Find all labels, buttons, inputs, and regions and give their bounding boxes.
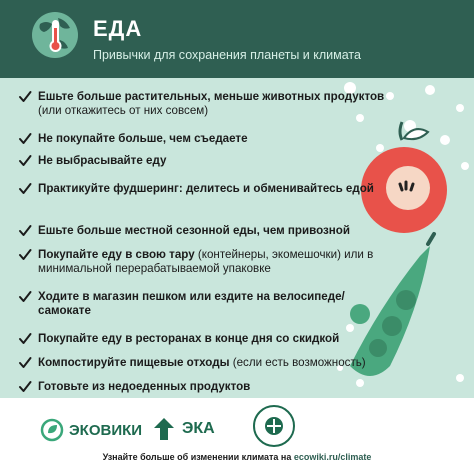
tree-arrow-icon [152,416,176,442]
list-item-bold: Не выбрасывайте еду [38,154,167,167]
check-icon [18,132,32,146]
list-item-note: (или откажитесь от них совсем) [38,104,209,117]
page-title: ЕДА [93,16,143,41]
page-subtitle: Привычки для сохранения планеты и климата [93,48,361,62]
list-item [18,248,388,276]
food-illustration [330,78,474,398]
list-item [18,132,388,146]
footer-note-text: Узнайте больше об изменении климата на [102,452,294,462]
footer-link[interactable]: ecowiki.ru/climate [293,452,372,462]
footer [0,398,474,474]
check-icon [18,290,32,304]
list-item [18,332,388,346]
check-icon [18,332,32,346]
fridays-for-future-badge [252,404,296,448]
check-icon [18,182,32,196]
check-icon [18,224,32,238]
list-item-bold: Покупайте еду в свою тару [38,248,195,261]
check-icon [18,380,32,394]
list-item-bold: Покупайте еду в ресторанах в конце дня со скидкой [38,332,340,345]
list-item [18,154,388,168]
list-item-bold: Ешьте больше растительных, меньше животных продуктов [38,90,385,103]
ecowiki-logo[interactable] [40,418,142,442]
list-item-bold: Компостируйте пищевые отходы [38,356,230,369]
list-item-bold: Готовьте из недоеденных продуктов [38,380,251,393]
list-item-bold: Практикуйте фудшеринг: делитесь и обменивайтесь едой [38,182,374,195]
list-item [18,380,388,394]
check-icon [18,154,32,168]
list-item-note: (контейнеры, экомешочки) или в минимальной перерабатываемой упаковке [38,248,374,275]
fridays-for-future-logo[interactable] [252,404,296,448]
globe-thermometer-icon [30,10,80,60]
list-item-bold: Не покупайте больше, чем съедаете [38,132,248,145]
list-item-note: (если есть возможность) [229,356,366,369]
header [0,0,474,78]
check-icon [18,356,32,370]
list-item-bold: Ходите в магазин пешком или ездите на велосипеде/самокате [38,290,345,317]
leaf-icon [40,418,64,442]
list-item-bold: Ешьте больше местной сезонной еды, чем привозной [38,224,351,237]
eka-logo[interactable] [152,416,215,442]
check-icon [18,90,32,104]
list-item [18,290,388,318]
check-icon [18,248,32,262]
ecowiki-logo-text: ЭКОВИКИ [69,421,143,439]
list-item [18,182,388,196]
list-item [18,224,388,238]
footer-note [0,452,474,462]
list-item [18,356,388,370]
eka-logo-text: ЭКА [182,420,215,437]
list-item [18,90,388,118]
